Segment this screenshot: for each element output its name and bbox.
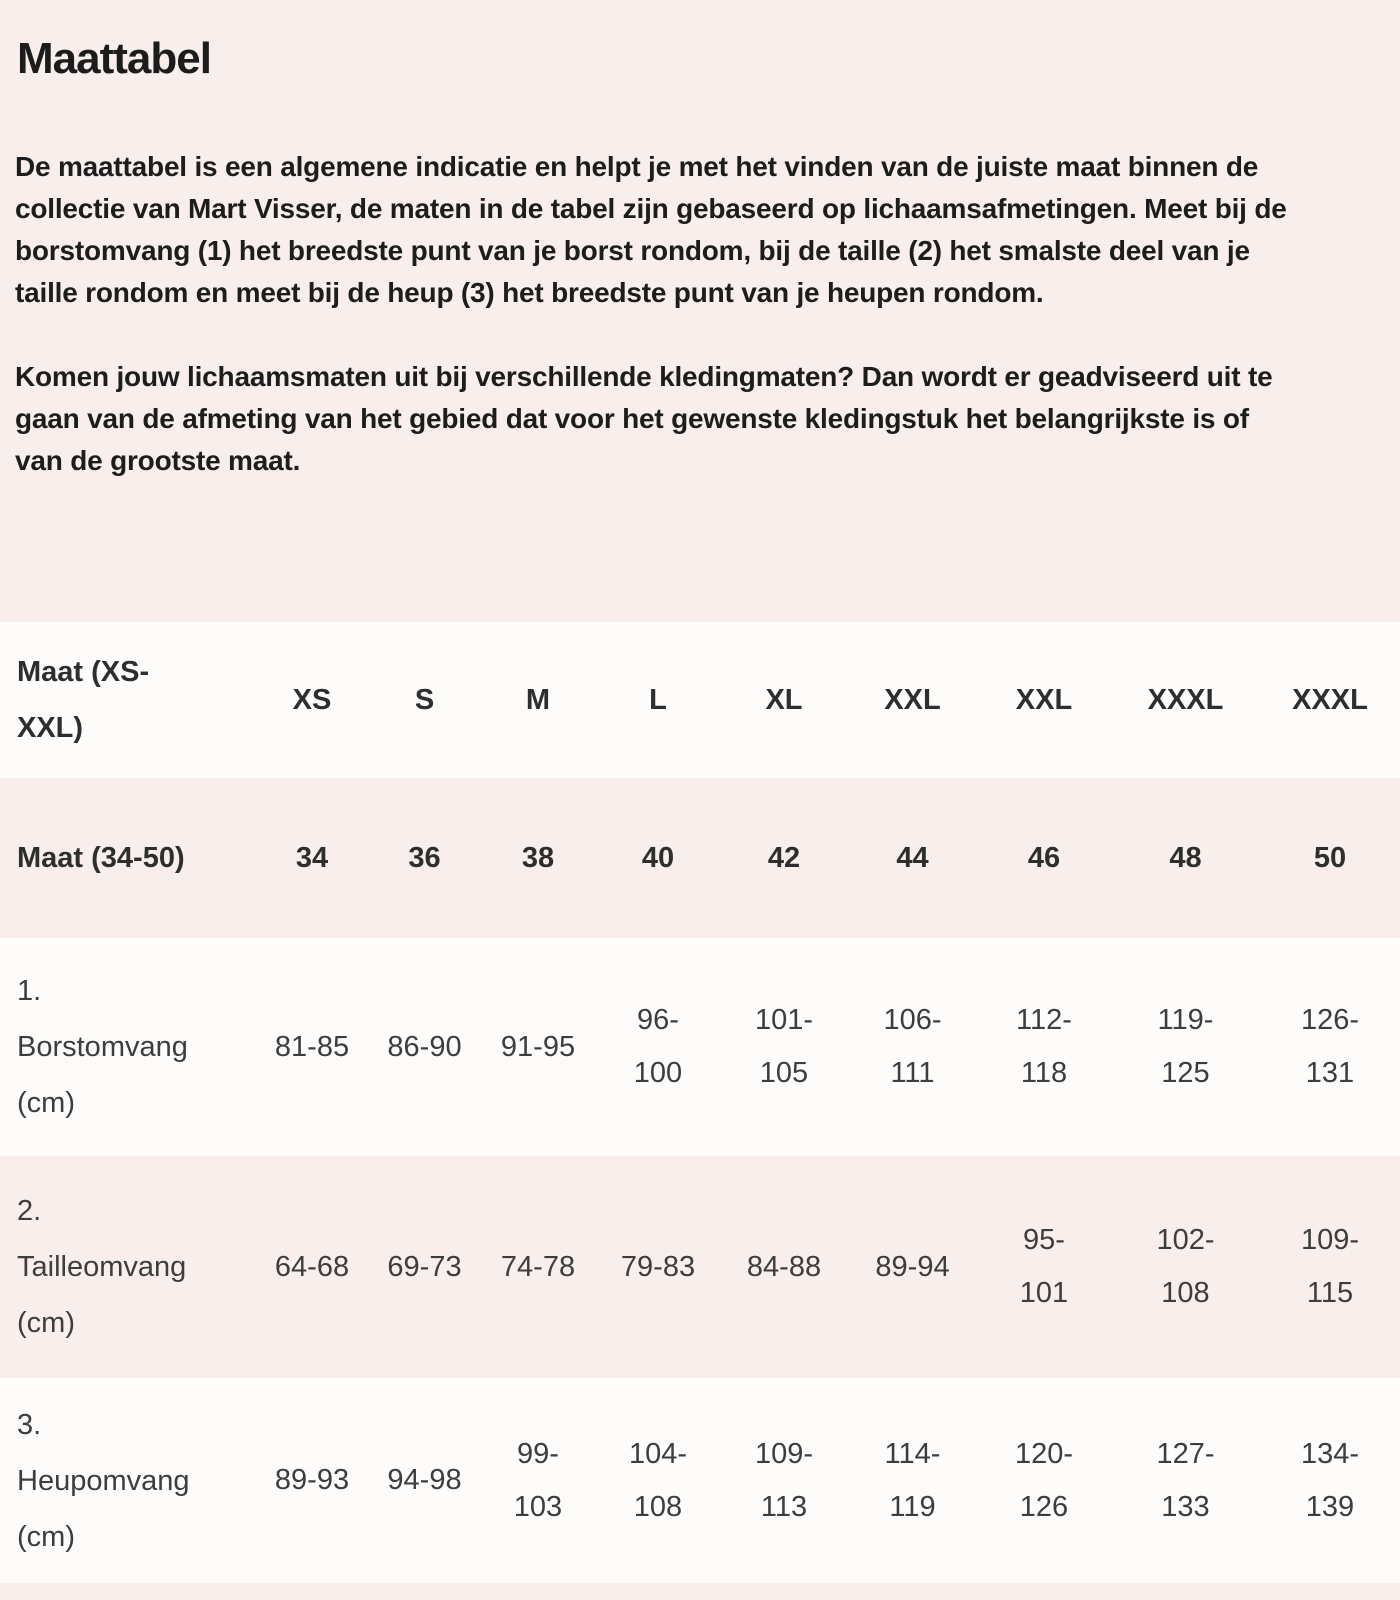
size-value-cell: 94-98	[387, 1464, 462, 1496]
page-title: Maattabel	[17, 34, 211, 83]
size-value-cell: 79-83	[620, 1250, 696, 1283]
size-value-cell: 109-113	[754, 1437, 814, 1523]
size-value-cell: 96-100	[633, 1004, 683, 1089]
size-value-cell: 91-95	[500, 1030, 576, 1063]
size-value-cell: 74-78	[500, 1250, 576, 1283]
size-value-cell: 104-108	[628, 1437, 688, 1523]
row-label: 1. Borstomvang (cm)	[17, 975, 188, 1119]
size-value-cell: 101-105	[754, 1004, 814, 1089]
intro-paragraph: De maattabel is een algemene indicatie en helpt je met het vinden van de juiste maat binnen de collectie van Mart Visser, de maten in de tabel zijn gebaseerd op lichaamsafmetingen. Meet bij de borstomvang (1) het breedste punt van je borst rondom, bij de taille (2) het smalste deel van je taille rondom en meet bij de heup (3) het breedste punt van je heupen rondom.	[15, 151, 1287, 308]
row-heupomvang	[0, 1378, 1400, 1583]
size-value-cell: 127-133	[1156, 1437, 1215, 1523]
size-value-cell: XL	[765, 683, 803, 716]
size-value-cell: 42	[767, 841, 801, 874]
size-value-cell: 109-115	[1300, 1224, 1360, 1309]
advice-paragraph: Komen jouw lichaamsmaten uit bij verschillende kledingmaten? Dan wordt er geadviseerd uit te gaan van de afmeting van het gebied dat voor het gewenste kledingstuk het belangrijkste is of van de grootste maat.	[15, 361, 1273, 476]
row-borstomvang	[0, 938, 1400, 1156]
size-value-cell: 134-139	[1300, 1437, 1360, 1523]
size-value-cell: XXL	[884, 683, 941, 716]
row-label: Maat (34-50)	[17, 842, 185, 874]
size-value-cell: 89-94	[875, 1250, 950, 1283]
size-value-cell: 89-93	[274, 1464, 350, 1496]
row-label: 3. Heupomvang (cm)	[17, 1408, 190, 1553]
size-value-cell: 40	[641, 841, 675, 874]
size-value-cell: 99-103	[513, 1437, 563, 1523]
size-value-cell: 95-101	[1019, 1224, 1069, 1309]
size-value-cell: 106-111	[883, 1004, 942, 1089]
size-value-cell: XS	[292, 683, 332, 716]
size-value-cell: XXXL	[1292, 683, 1368, 716]
size-value-cell: 64-68	[274, 1250, 350, 1283]
size-value-cell: 126-131	[1300, 1004, 1360, 1089]
size-value-cell: 114-119	[884, 1437, 941, 1523]
row-maat-letter-sizes	[0, 622, 1400, 778]
size-value-cell: 38	[521, 841, 555, 874]
size-value-cell: 119-125	[1157, 1004, 1214, 1089]
size-value-cell: XXL	[1015, 683, 1073, 716]
size-value-cell: 81-85	[274, 1030, 350, 1063]
row-maat-number-sizes	[0, 778, 1400, 938]
size-value-cell: M	[525, 683, 551, 716]
size-table	[0, 622, 1400, 1583]
size-value-cell: S	[414, 683, 435, 716]
size-value-cell: XXXL	[1147, 683, 1224, 716]
row-tailleomvang	[0, 1156, 1400, 1378]
size-value-cell: 34	[295, 841, 329, 874]
size-value-cell: 112-118	[1016, 1004, 1072, 1089]
size-value-cell: 102-108	[1156, 1224, 1215, 1309]
row-label: Maat (XS-XXL)	[17, 656, 150, 744]
size-value-cell: 120-126	[1014, 1437, 1074, 1523]
size-value-cell: L	[649, 683, 667, 716]
row-label: 2. Tailleomvang (cm)	[17, 1195, 187, 1339]
size-value-cell: 46	[1027, 841, 1061, 874]
size-value-cell: 50	[1313, 841, 1347, 874]
size-value-cell: 84-88	[746, 1250, 822, 1283]
size-value-cell: 86-90	[387, 1030, 462, 1063]
size-value-cell: 44	[896, 841, 929, 874]
size-value-cell: 48	[1169, 841, 1202, 874]
size-value-cell: 36	[408, 841, 441, 874]
size-value-cell: 69-73	[387, 1250, 462, 1283]
